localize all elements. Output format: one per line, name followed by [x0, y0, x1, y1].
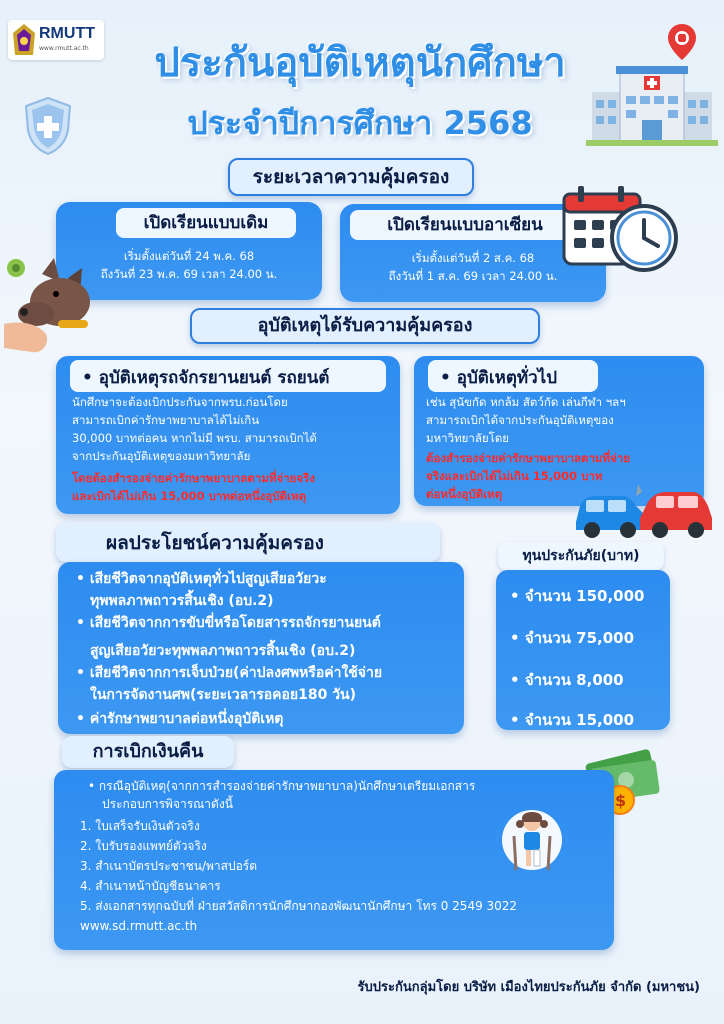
claims-doc-4: 4. สำเนาหน้าบัญชีธนาคาร	[80, 879, 221, 893]
svg-text:$: $	[615, 791, 627, 810]
motor-accident-note2: และเบิกได้ไม่เกิน 15,000 บาทต่อหนึ่งอุบัติเหตุ	[72, 489, 307, 503]
benefit-item-1-line1-text: เสียชีวิตจากอุบัติเหตุทั่วไปสูญเสียอวัยวะ	[89, 571, 327, 587]
benefits-card	[58, 562, 464, 734]
traditional-start-date: เริ่มตั้งแต่วันที่ 24 พ.ค. 68	[123, 249, 255, 263]
benefit-item-2-line1: • เสียชีวิตจากการขับขี่หรือโดยสารรถจักรยานยนต์	[76, 615, 381, 631]
sum-insured-amount-4-text: จำนวน 15,000	[524, 711, 635, 729]
sum-insured-amount-1-text: จำนวน 150,000	[524, 587, 645, 605]
motor-accident-line1: นักศึกษาจะต้องเบิกประกันจากพรบ.ก่อนโดย	[72, 395, 288, 409]
sum-insured-amount-4: • จำนวน 15,000	[510, 711, 635, 729]
claims-header: การเบิกเงินคืน	[62, 736, 234, 768]
dog-bite-icon	[2, 254, 98, 358]
motor-accident-line4: จากประกันอุบัติเหตุของมหาวิทยาลัย	[72, 449, 251, 463]
sum-insured-card	[496, 570, 670, 730]
benefit-item-4-line1-text: ค่ารักษาพยาบาลต่อหนึ่งอุบัติเหตุ	[89, 711, 284, 727]
general-accident-line2: สามารถเบิกได้จากประกันอุบัติเหตุของ	[426, 413, 614, 427]
general-accident-note1: ต้องสำรองจ่ายค่ารักษาพยาบาลตามที่จ่าย	[426, 451, 631, 465]
benefit-item-1	[76, 568, 327, 612]
sum-insured-amount-2-text: จำนวน 75,000	[524, 629, 635, 647]
covered-accidents-header: อุบัติเหตุได้รับความคุ้มครอง	[190, 308, 540, 344]
asean-semester-title: เปิดเรียนแบบอาเซียน	[350, 210, 580, 240]
shield-icon	[22, 96, 74, 156]
motor-accident-card	[56, 356, 400, 514]
benefit-item-4-line1: • ค่ารักษาพยาบาลต่อหนึ่งอุบัติเหตุ	[76, 711, 284, 727]
claims-intro-line2: ประกอบการพิจารณาดังนี้	[102, 797, 233, 811]
sum-insured-amount-1: • จำนวน 150,000	[510, 587, 645, 605]
calendar-clock-icon	[562, 182, 680, 274]
traditional-semester-title: เปิดเรียนแบบเดิม	[116, 208, 296, 238]
general-accident-note3: ต่อหนึ่งอุบัติเหตุ	[426, 487, 503, 501]
asean-start-date: เริ่มตั้งแต่วันที่ 2 ส.ค. 68	[411, 251, 535, 265]
motor-accident-title: • อุบัติเหตุรถจักรยานยนต์ รถยนต์	[82, 368, 330, 388]
claims-doc-5: 5. ส่งเอกสารทุกฉบับที่ ฝ่ายสวัสดิการนักศึกษากองพัฒนานักศึกษา โทร 0 2549 3022	[80, 899, 518, 913]
claims-intro-line1-text: กรณีอุบัติเหตุ(จากการสำรองจ่ายค่ารักษาพยาบาล)นักศึกษาเตรียมเอกสาร	[98, 779, 476, 793]
claims-doc-2: 2. ใบรับรองแพทย์ตัวจริง	[80, 839, 207, 853]
sub-title: ประจำปีการศึกษา 2568	[187, 104, 533, 142]
motor-accident-title-text: อุบัติเหตุรถจักรยานยนต์ รถยนต์	[98, 368, 330, 388]
benefit-item-3-line1-text: เสียชีวิตจากการเจ็บป่วย(ค่าปลงศพหรือค่าใช้จ่าย	[89, 665, 383, 681]
general-accident-line1: เช่น สุนัขกัด หกล้ม สัตว์กัด เล่นกีฬา ฯลฯ	[426, 395, 626, 409]
sum-insured-header: ทุนประกันภัย(บาท)	[498, 542, 664, 570]
logo-subtext: www.rmutt.ac.th	[39, 45, 89, 52]
motor-accident-line2: สามารถเบิกค่ารักษาพยาบาลได้ไม่เกิน	[72, 413, 260, 427]
sum-insured-amount-3: • จำนวน 8,000	[510, 671, 624, 689]
motor-accident-note1: โดยต้องสำรองจ่ายค่ารักษาพยาบาลตามที่จ่ายจริง	[72, 471, 315, 485]
general-accident-title-text: อุบัติเหตุทั่วไป	[456, 368, 557, 388]
general-accident-title: • อุบัติเหตุทั่วไป	[440, 368, 557, 388]
coverage-period-header: ระยะเวลาความคุ้มครอง	[228, 158, 474, 196]
benefit-item-2	[76, 612, 381, 662]
logo	[8, 20, 104, 60]
asean-end-date: ถึงวันที่ 1 ส.ค. 69 เวลา 24.00 น.	[388, 269, 558, 283]
claims-website[interactable]: www.sd.rmutt.ac.th	[80, 919, 198, 933]
benefit-item-4	[76, 708, 283, 730]
benefit-item-3-line1: • เสียชีวิตจากการเจ็บป่วย(ค่าปลงศพหรือค่าใช้จ่าย	[76, 665, 383, 681]
general-accident-line3: มหาวิทยาลัยโดย	[426, 431, 510, 445]
sum-insured-amount-2: • จำนวน 75,000	[510, 629, 635, 647]
benefit-item-3-line2: ในการจัดงานศพ(ระยะเวลารอคอย180 วัน)	[90, 687, 357, 703]
car-crash-icon	[574, 478, 714, 542]
benefit-item-1-line1: • เสียชีวิตจากอุบัติเหตุทั่วไปสูญเสียอวัยวะ	[76, 571, 327, 587]
sum-insured-amount-3-text: จำนวน 8,000	[524, 671, 624, 689]
hospital-icon	[586, 20, 718, 150]
benefit-item-2-line1-text: เสียชีวิตจากการขับขี่หรือโดยสารรถจักรยานยนต์	[89, 615, 381, 631]
benefit-item-2-line2: สูญเสียอวัยวะทุพพลภาพถาวรสิ้นเชิง (อบ.2)	[90, 643, 356, 659]
logo-text: RMUTT	[39, 25, 95, 42]
university-emblem-icon	[11, 23, 37, 57]
benefit-item-1-line2: ทุพพลภาพถาวรสิ้นเชิง (อบ.2)	[90, 593, 274, 609]
benefit-item-3	[76, 662, 382, 706]
motor-accident-line3: 30,000 บาทต่อคน หากไม่มี พรบ. สามารถเบิกได้	[72, 431, 317, 445]
general-accident-note2: จริงและเบิกได้ไม่เกิน 15,000 บาท	[426, 469, 603, 483]
insurer-footer: รับประกันกลุ่มโดย บริษัท เมืองไทยประกันภัย จำกัด (มหาชน)	[357, 980, 700, 995]
claims-doc-1: 1. ใบเสร็จรับเงินตัวจริง	[80, 819, 200, 833]
traditional-end-date: ถึงวันที่ 23 พ.ค. 69 เวลา 24.00 น.	[100, 267, 278, 281]
claims-intro-line1: • กรณีอุบัติเหตุ(จากการสำรองจ่ายค่ารักษาพยาบาล)นักศึกษาเตรียมเอกสาร	[88, 779, 476, 793]
main-title: ประกันอุบัติเหตุนักศึกษา	[154, 40, 566, 86]
claims-doc-3: 3. สำเนาบัตรประชาชน/พาสปอร์ต	[80, 859, 258, 873]
injured-student-icon	[500, 800, 564, 880]
benefits-header: ผลประโยชน์ความคุ้มครอง	[106, 532, 324, 554]
